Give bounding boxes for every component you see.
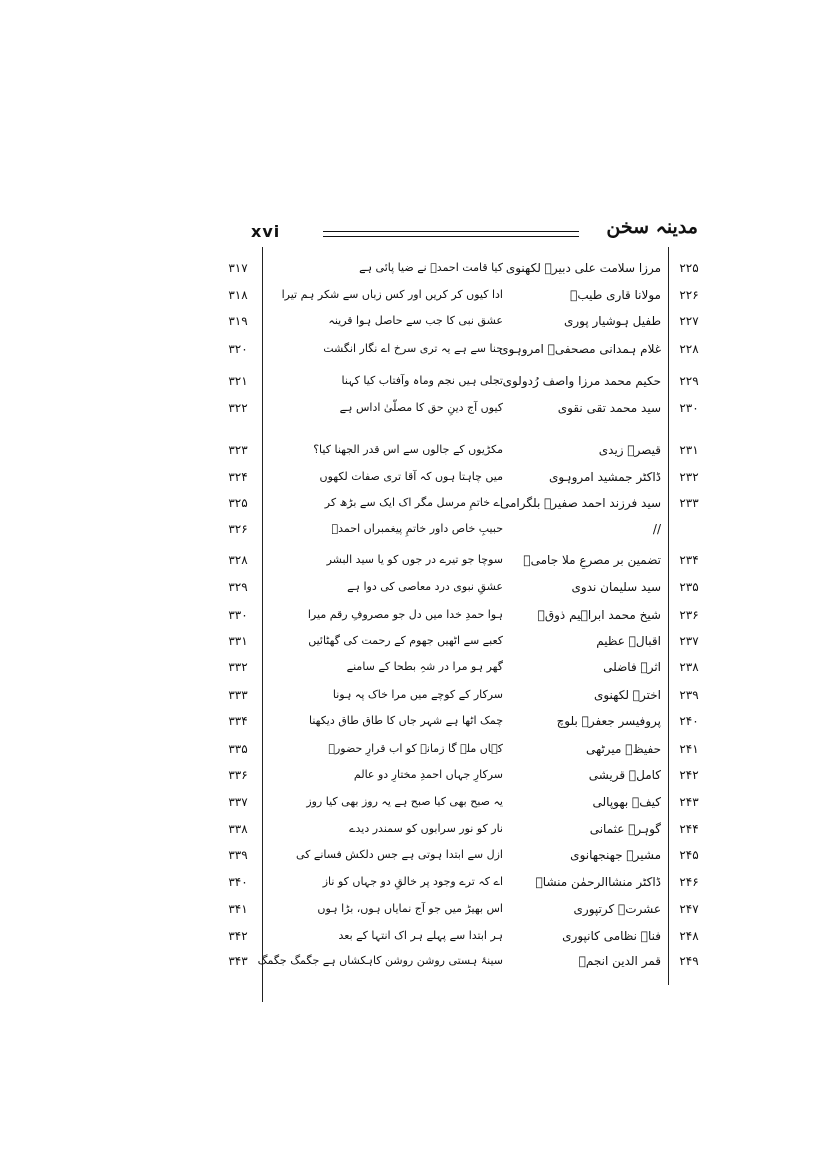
poet-name: حفیظؔ میرٹھی [585, 742, 661, 756]
verse-first-line: اے خاتمِ مرسل مگر اک ایک سے بڑھ کر [324, 496, 503, 509]
table-row [220, 467, 706, 487]
verse-first-line: مکڑیوں کے جالوں سے اس قدر الجھنا کیا؟ [313, 443, 503, 456]
entry-page-number: ۳۴۱ [228, 902, 248, 916]
table-row [220, 605, 706, 625]
poet-name: مولانا قاری طیبؔ [570, 288, 661, 302]
table-row [220, 398, 706, 418]
table-row [220, 739, 706, 759]
poet-name: کیفؔ بھوپالی [592, 795, 661, 809]
entry-page-number: ۳۱۷ [228, 261, 248, 275]
table-row [220, 371, 706, 391]
verse-first-line: تجلی ہیں نجم وماہ وآفتاب کیا کہنا [341, 374, 503, 387]
verse-first-line: کعبے سے اٹھیں جھوم کے رحمت کی گھٹائیں [308, 634, 503, 647]
entry-number: ۲۲۵ [679, 261, 699, 275]
verse-first-line: ہوا حمدِ خدا میں دل جو مصروفِ رقم میرا [307, 608, 503, 621]
poet-name: حکیم محمد مرزا واصف رُدولوی [502, 374, 661, 388]
verse-first-line: یہ صبح بھی کیا صبح ہے یہ روز بھی کیا روز [306, 795, 503, 808]
table-row [220, 657, 706, 677]
entry-page-number: ۳۳۷ [228, 795, 248, 809]
entry-page-number: ۳۳۵ [228, 742, 248, 756]
verse-first-line: میں چاہتا ہوں کہ آقا تری صفات لکھوں [319, 470, 503, 483]
verse-first-line: سوچا جو تیرے در جوں کو یا سید البشر [326, 553, 503, 566]
poet-name: ڈاکٹر منشاالرحمٰن منشاؔ [535, 875, 661, 889]
poet-name: سید محمد تقی نقوی [557, 401, 661, 415]
table-row [220, 685, 706, 705]
entry-number: ۲۳۰ [679, 401, 699, 415]
table-row [220, 792, 706, 812]
entry-number: ۲۲۷ [679, 314, 699, 328]
entry-page-number: ۳۳۹ [228, 848, 248, 862]
entry-page-number: ۳۴۰ [228, 875, 248, 889]
table-row [220, 493, 706, 513]
table-row [220, 519, 706, 539]
poet-name: پروفیسر جعفرؔ بلوچ [556, 714, 661, 728]
entry-number: ۲۳۳ [679, 496, 699, 510]
entry-page-number: ۳۲۴ [228, 470, 248, 484]
entry-page-number: ۳۲۶ [228, 522, 248, 536]
poet-name: گوہرؔ عثمانی [589, 822, 661, 836]
entry-page-number: ۳۳۸ [228, 822, 248, 836]
table-row [220, 440, 706, 460]
poet-name: تضمین بر مصرعِ ملا جامیؔ [523, 553, 661, 567]
entry-page-number: ۳۱۹ [228, 314, 248, 328]
entry-page-number: ۳۲۲ [228, 401, 248, 415]
entry-number: ۲۴۱ [679, 742, 699, 756]
table-row [220, 819, 706, 839]
table-row [220, 285, 706, 305]
entry-number: ۲۲۶ [679, 288, 699, 302]
entry-number: ۲۳۲ [679, 470, 699, 484]
verse-first-line: عشق نبی کا جب سے حاصل ہوا قرینہ [328, 314, 503, 327]
poet-name: اثرؔ فاضلی [603, 660, 661, 674]
poet-name: کاملؔ قریشی [588, 768, 661, 782]
entry-page-number: ۳۲۱ [228, 374, 248, 388]
entry-number: ۲۴۷ [679, 902, 699, 916]
poet-name: مرزا سلامت علی دبیرؔ لکھنوی [505, 261, 661, 275]
entry-page-number: ۳۲۵ [228, 496, 248, 510]
poet-name: قیصرؔ زیدی [598, 443, 661, 457]
entry-number: ۲۴۴ [679, 822, 699, 836]
entry-number: ۲۳۵ [679, 580, 699, 594]
entry-page-number: ۳۳۲ [228, 660, 248, 674]
verse-first-line: اے کہ ترے وجود پر خالقِ دو جہاں کو ناز [322, 875, 503, 888]
entry-number: ۲۴۰ [679, 714, 699, 728]
entry-page-number: ۳۲۰ [228, 342, 248, 356]
entry-number: ۲۴۳ [679, 795, 699, 809]
verse-first-line: اس بھیڑ میں جو آج نمایاں ہوں، بڑا ہوں [317, 902, 503, 915]
entry-page-number: ۳۴۳ [228, 954, 248, 968]
entry-page-number: ۳۳۴ [228, 714, 248, 728]
poet-name: سید سلیمان ندوی [571, 580, 661, 594]
table-row [220, 631, 706, 651]
verse-first-line: عشقِ نبوی درد معاصی کی دوا ہے [347, 580, 503, 593]
poet-name: ڈاکٹر جمشید امروہوی [548, 470, 661, 484]
table-row [220, 899, 706, 919]
entry-page-number: ۳۴۲ [228, 929, 248, 943]
table-row [220, 258, 706, 278]
table-row [220, 872, 706, 892]
table-row [220, 845, 706, 865]
verse-first-line: حنا سے ہے یہ تری سرخ اے نگار انگشت [323, 342, 503, 355]
table-row [220, 577, 706, 597]
verse-first-line: حبیبِ خاص داور خاتمِ پیغمبراں احمدؐ [331, 522, 503, 535]
table-row [220, 765, 706, 785]
verse-first-line: ادا کیوں کر کریں اور کس زباں سے شکر ہم تیرا [281, 288, 503, 301]
entry-number: ۲۳۱ [679, 443, 699, 457]
poet-name: طفیل ہوشیار پوری [563, 314, 661, 328]
entry-number: ۲۴۵ [679, 848, 699, 862]
verse-first-line: چمک اٹھا ہے شہر جاں کا طاق طاق دیکھنا [308, 714, 503, 727]
verse-first-line: کیوں آج دینِ حق کا مصلّیٰ اداس ہے [339, 401, 503, 414]
verse-first-line: ہر ابتدا سے پہلے ہر اک انتہا کے بعد [338, 929, 503, 942]
poet-name: فناؔ نظامی کانپوری [562, 929, 661, 943]
entry-number: ۲۴۲ [679, 768, 699, 782]
poet-name: سید فرزند احمد صفیرؔ بلگرامی [499, 496, 661, 510]
entry-number: ۲۲۹ [679, 374, 699, 388]
entry-page-number: ۳۳۱ [228, 634, 248, 648]
entry-page-number: ۳۳۳ [228, 688, 248, 702]
entry-page-number: ۳۳۰ [228, 608, 248, 622]
entry-page-number: ۳۳۶ [228, 768, 248, 782]
entry-number: ۲۳۸ [679, 660, 699, 674]
table-row [220, 311, 706, 331]
entry-number: ۲۳۹ [679, 688, 699, 702]
table-row [220, 711, 706, 731]
poet-name: شیخ محمد ابراہیم ذوقؔ [537, 608, 661, 622]
table-row [220, 550, 706, 570]
entry-number: ۲۴۶ [679, 875, 699, 889]
entry-number: ۲۲۸ [679, 342, 699, 356]
verse-first-line: سرکارِ جہاں احمدِ مختارِ دو عالم [353, 768, 503, 781]
poet-name: قمر الدین انجمؔ [578, 954, 661, 968]
poet-name: // [652, 522, 661, 536]
table-row [220, 926, 706, 946]
verse-first-line: ازل سے ابتدا ہوتی ہے جس دلکش فسانے کی [295, 848, 503, 861]
book-title: مدینہ سخن [606, 216, 698, 238]
poet-name: اخترؔ لکھنوی [593, 688, 661, 702]
verse-first-line: نار کو نور سرابوں کو سمندر دیدے [349, 822, 503, 835]
entry-number: ۲۳۴ [679, 553, 699, 567]
poet-name: غلام ہمدانی مصحفیؔ امروہوی [499, 342, 661, 356]
entry-number: ۲۳۷ [679, 634, 699, 648]
entry-page-number: ۳۱۸ [228, 288, 248, 302]
entry-number: ۲۳۶ [679, 608, 699, 622]
poet-name: اقبالؔ عظیم [596, 634, 661, 648]
entry-number: ۲۴۹ [679, 954, 699, 968]
verse-first-line: سینۂ ہستی روشن روشن کاہکشاں ہے جگمگ جگمگ [257, 954, 503, 967]
entry-page-number: ۳۲۸ [228, 553, 248, 567]
verse-first-line: کیا قامت احمدؐ نے ضیا پائی ہے [359, 261, 503, 274]
verse-first-line: گھر ہو مرا در شہِ بطحا کے سامنے [346, 660, 503, 673]
table-row [220, 951, 706, 971]
table-row [220, 339, 706, 359]
poet-name: عشرتؔ کرتپوری [573, 902, 661, 916]
verse-first-line: سرکار کے کوچے میں مرا خاک پہ ہونا [332, 688, 503, 701]
verse-first-line: کہاں ملے گا زمانے کو اب قرارِ حضورؐ [328, 742, 503, 755]
entry-page-number: ۳۲۹ [228, 580, 248, 594]
entry-number: ۲۴۸ [679, 929, 699, 943]
entry-page-number: ۳۲۳ [228, 443, 248, 457]
poet-name: مشیرؔ جھنجھانوی [570, 848, 661, 862]
page-number: xvi [251, 222, 281, 241]
